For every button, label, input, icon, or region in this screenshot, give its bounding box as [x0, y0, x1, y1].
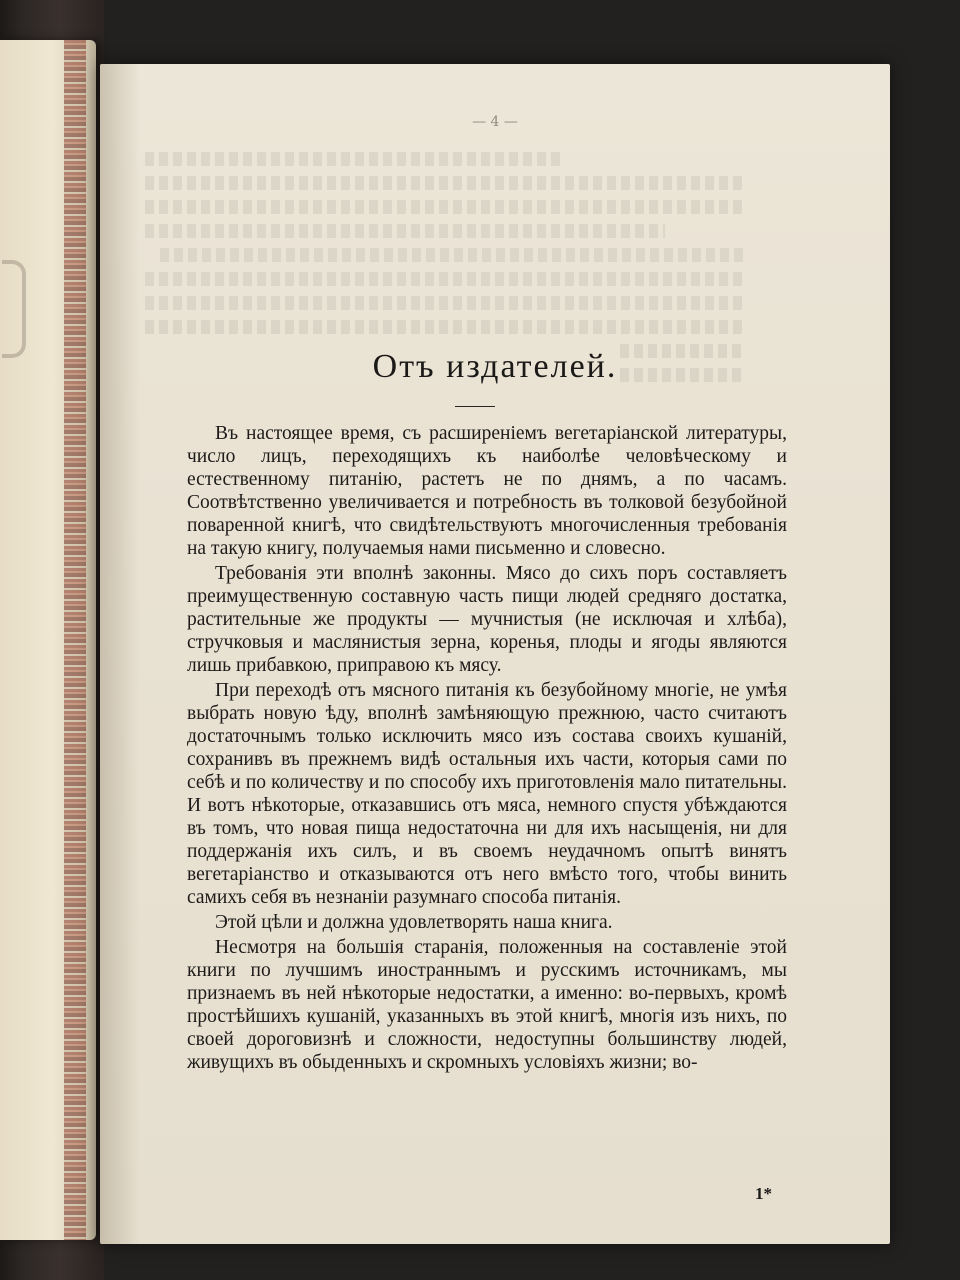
title-rule — [455, 406, 495, 407]
paragraph: Въ настоящее время, съ расширеніемъ вегетаріанской литературы, число лицъ, переходящихъ къ наиболѣе человѣческому и естественному питанію, растетъ не по днямъ, а по часамъ. Соотвѣтственно увеличивается и потребность въ толковой безубойной поваренной книгѣ, что свидѣтельствуютъ многочисленныя требованія на такую книгу, получаемыя нами письменно и словесно. — [187, 423, 787, 559]
left-page-ghost-letter — [2, 260, 26, 358]
top-page-number: — 4 — — [472, 114, 518, 130]
spine-binding — [64, 40, 86, 1240]
paragraph: Этой цѣли и должна удовлетворять наша книга. — [215, 912, 613, 933]
signature-mark: 1* — [755, 1184, 772, 1203]
body-text — [187, 422, 787, 1074]
paragraph: Несмотря на большія старанія, положенныя на составленіе этой книги по лучшимъ иностраннымъ и русскимъ источникамъ, мы признаемъ въ ней нѣкоторые недостатки, а именно: во-первыхъ, кромѣ простѣйшихъ кушаній, указанныхъ въ этой книгѣ, многія изъ нихъ, по своей дороговизнѣ и сложности, недоступны большинству людей, живущихъ въ обыденныхъ и скромныхъ условіяхъ жизни; во- — [187, 937, 787, 1073]
paragraph: При переходѣ отъ мясного питанія къ безубойному многіе, не умѣя выбрать новую ѣду, вполнѣ замѣняющую прежнюю, часто считаютъ достаточнымъ только исключить мясо изъ состава своихъ кушаній, сохранивъ въ прежнемъ видѣ остальныя ихъ части, которыя сами по себѣ и по количеству и по способу ихъ приготовленія мало питательны. И вотъ нѣкоторые, отказавшись отъ мяса, немного спустя убѣждаются въ томъ, что новая пища недостаточна ни для ихъ насыщенія, ни для поддержанія ихъ силъ, и въ своемъ неудачномъ опытѣ винятъ вегетаріанство и отказываются отъ него вмѣсто того, чтобы винить самихъ себя въ незнаніи разумнаго способа питанія. — [187, 680, 787, 908]
paragraph: Требованія эти вполнѣ законны. Мясо до сихъ поръ составляетъ преимущественную составную часть пищи людей средняго достатка, растительные же продукты — мучнистыя (не исключая и хлѣба), стручковыя и маслянистыя зерна, коренья, плоды и ягоды являются лишь прибавкою, приправою къ мясу. — [187, 563, 787, 676]
page-title: Отъ издателей. — [372, 348, 618, 385]
right-page — [100, 64, 890, 1244]
